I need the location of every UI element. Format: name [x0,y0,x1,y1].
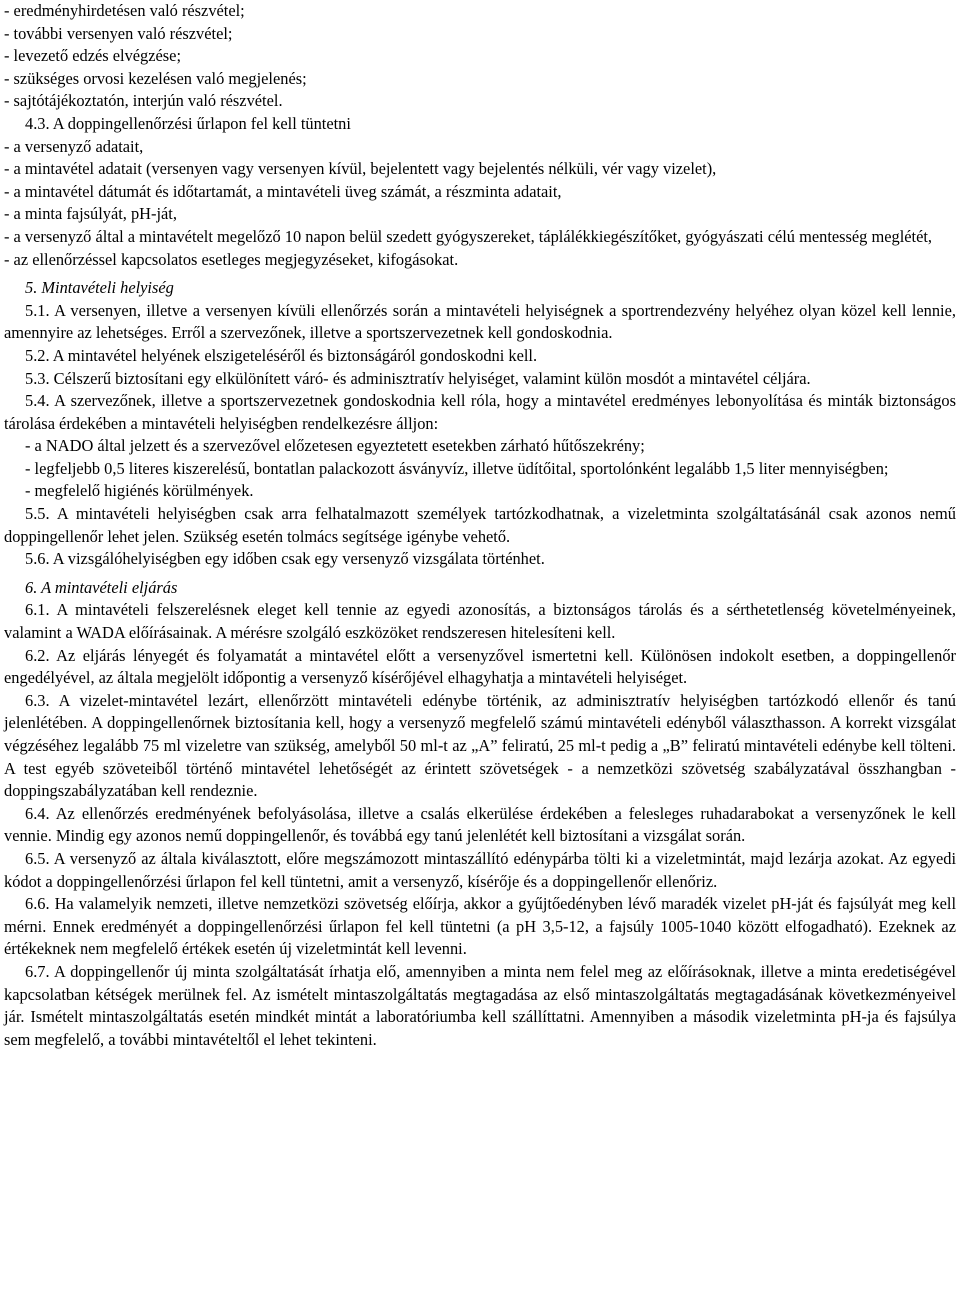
section-heading-6: 6. A mintavételi eljárás [25,577,178,597]
paragraph-6-7: 6.7. A doppingellenőr új minta szolgáltatását írhatja elő, amennyiben a minta nem felel meg az előírásoknak, illetve a minta eredetiségével kapcsolatban kétségek merülnek fel. Az ismételt mintaszolgáltatás megtagadása az első mintaszolgáltatás megtagadásának következményeivel jár. Ismételt mintaszolgáltatás esetén mindkét mintát a laboratóriumba kell szállíttatni. Amennyiben a második vizeletminta pH-ja és fajsúlya sem megfelelő, a további mintavételtől el lehet tekinteni. [4,961,956,1049]
list-item: - megfelelő higiénés körülmények. [25,481,254,501]
list-item: - az ellenőrzéssel kapcsolatos esetleges megjegyzéseket, kifogásokat. [4,249,459,269]
paragraph-6-3: 6.3. A vizelet-mintavétel lezárt, ellenőrzött mintavételi edénybe történik, az adminisztratív helyiségben tartózkodó ellenőr és tanú jelenlétében. A doppingellenőrnek biztosítania kell, hogy a versenyző megfelelő számú mintavételi edényből választhasson. A korrekt vizsgálat végzéséhez legalább 75 ml vizeletre van szükség, amelyből 50 ml-t az „A” feliratú, 25 ml-t pedig a „B” feliratú mintavételi edénybe kell tölteni. A test egyéb szöveteiből történő mintavétel lehetőségét az érintett szövetségek - a nemzetközi szövetség szabályzatával összhangban - doppingszabályzatában kell rendeznie. [4,690,956,801]
list-item: - a NADO által jelzett és a szervezővel előzetesen egyeztetett esetekben zárható hűtőszekrény; [25,436,645,456]
paragraph-6-5: 6.5. A versenyző az általa kiválasztott, előre megszámozott mintaszállító edénypárba tölti ki a vizeletmintát, majd lezárja azokat. Az egyedi kódot a doppingellenőrzési űrlapon fel kell tüntetni, amit a versenyző, kísérője és a doppingellenőr ellenőriz. [4,848,956,891]
paragraph-5-6: 5.6. A vizsgálóhelyiségben egy időben csak egy versenyző vizsgálata történhet. [25,549,545,569]
paragraph-5-2: 5.2. A mintavétel helyének elszigeteléséről és biztonságáról gondoskodni kell. [25,345,538,365]
section-heading-5: 5. Mintavételi helyiség [25,278,174,298]
paragraph-5-3: 5.3. Célszerű biztosítani egy elkülönített váró- és adminisztratív helyiséget, valamint külön mosdót a mintavétel céljára. [25,368,811,388]
list-item: - a versenyző adatait, [4,136,144,156]
list-item: - sajtótájékoztatón, interjún való részvétel. [4,91,283,111]
list-item: - szükséges orvosi kezelésen való megjelenés; [4,68,307,88]
paragraph-4-3: 4.3. A doppingellenőrzési űrlapon fel kell tüntetni [25,113,351,133]
paragraph-6-1: 6.1. A mintavételi felszerelésnek eleget kell tennie az egyedi azonosítás, a biztonságos tárolás és a sérthetetlenség követelményeinek, valamint a WADA előírásainak. A mérésre szolgáló eszközöket rendszeresen hitelesíteni kell. [4,600,956,643]
paragraph-5-1: 5.1. A versenyen, illetve a versenyen kívüli ellenőrzés során a mintavételi helyiségnek a sportrendezvény helyéhez olyan közel kell lennie, amennyire az lehetséges. Erről a szervezőnek, illetve a sportszervezetnek kell gondoskodnia. [4,300,956,343]
list-item: - legfeljebb 0,5 literes kiszerelésű, bontatlan palackozott ásványvíz, illetve üdítőital, sportolónként legalább 1,5 liter mennyiségben; [25,458,889,478]
list-item: - a minta fajsúlyát, pH-ját, [4,204,177,224]
list-item: - eredményhirdetésen való részvétel; [4,1,245,20]
paragraph-6-6: 6.6. Ha valamelyik nemzeti, illetve nemzetközi szövetség előírja, akkor a gyűjtőedényben lévő maradék vizelet pH-ját és fajsúlyát meg kell mérni. Ennek eredményét a doppingellenőrzési űrlapon fel kell tüntetni (a pH 3,5-12, a fajsúly 1005-1040 között elfogadható). Ezeknek az értékeknek nem megfelelő értékek esetén új vizeletmintát kell levenni. [4,894,956,959]
paragraph-6-4: 6.4. Az ellenőrzés eredményének befolyásolása, illetve a csalás elkerülése érdekében a felesleges ruhadarabokat a versenyzőnek le kell vennie. Mindig egy azonos nemű doppingellenőr, és továbbá egy tanú jelenlétét kell biztosítani a vizsgálat során. [4,803,956,846]
paragraph-5-5: 5.5. A mintavételi helyiségben csak arra felhatalmazott személyek tartózkodhatnak, a vizeletminta szolgáltatásánál csak azonos nemű doppingellenőr lehet jelen. Szükség esetén tolmács segítsége igénybe vehető. [4,504,956,546]
list-item: - a versenyző által a mintavételt megelőző 10 napon belül szedett gyógyszereket, táplálékkiegészítőket, gyógyászati célú mentesség meglétét, [4,226,932,246]
list-item: - a mintavétel adatait (versenyen vagy versenyen kívül, bejelentett vagy bejelentés nélküli, vér vagy vizelet), [4,159,717,179]
paragraph-6-2: 6.2. Az eljárás lényegét és folyamatát a mintavétel előtt a versenyzővel ismertetni kell. Különösen indokolt esetben, a doppingellenőr engedélyével, az általa megjelölt időpontig a versenyző kísérőjével elhagyhatja a mintavételi helyiséget. [4,645,956,688]
list-item: - a mintavétel dátumát és időtartamát, a mintavételi üveg számát, a részminta adatait, [4,181,562,201]
paragraph-5-4: 5.4. A szervezőnek, illetve a sportszervezetnek gondoskodnia kell róla, hogy a mintavétel eredményes lebonyolítása és minták biztonságos tárolása érdekében a mintavételi helyiségben rendelkezésre álljon: [4,391,956,433]
list-item: - levezető edzés elvégzése; [4,46,181,66]
list-item: - további versenyen való részvétel; [4,23,233,43]
